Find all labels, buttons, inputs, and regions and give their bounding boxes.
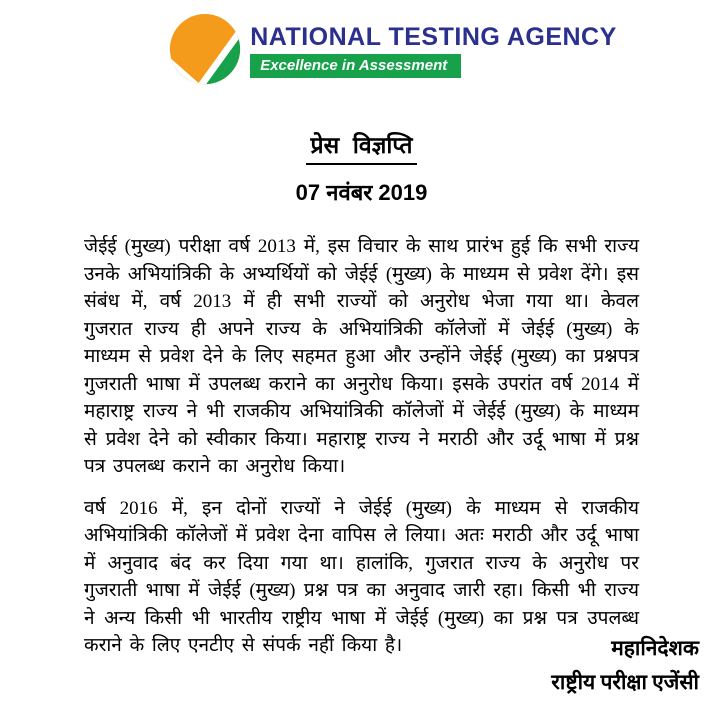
signature-designation: महानिदेशक [611, 636, 699, 660]
signature-organization: राष्ट्रीय परीक्षा एजेंसी [551, 670, 699, 694]
org-tagline: Excellence in Assessment [250, 54, 461, 78]
org-name: NATIONAL TESTING AGENCY [250, 22, 617, 51]
nta-checkmark-icon [166, 12, 244, 90]
nta-logo-text [250, 24, 617, 79]
nta-logo [60, 0, 723, 90]
document-body [0, 233, 723, 660]
document-date: 07 नवंबर 2019 [295, 180, 428, 205]
paragraph-1: जेईई (मुख्य) परीक्षा वर्ष 2013 में, इस विचार के साथ प्रारंभ हुई कि सभी राज्य उनके अभियांत्रिकी के अभ्यर्थियों को जेईई (मुख्य) के माध्यम से प्रवेश देंगे। इस संबंध में, वर्ष 2013 में ही सभी राज्यों को अनुरोध भेजा गया था। केवल गुजरात राज्य ही अपने राज्य के अभियांत्रिकी कॉलेजों में जेईई (मुख्य) के माध्यम से प्रवेश देने के लिए सहमत हुआ और उन्होंने जेईई (मुख्य) का प्रश्नपत्र गुजराती भाषा में उपलब्ध कराने का अनुरोध किया। इसके उपरांत वर्ष 2014 में महाराष्ट्र राज्य ने भी राजकीय अभियांत्रिकी कॉलेजों में जेईई (मुख्य) के माध्यम से प्रवेश देने को स्वीकार किया। महाराष्ट्र राज्य ने मराठी और उर्दू भाषा में प्रश्न पत्र उपलब्ध कराने का अनुरोध किया। [84, 236, 639, 477]
paragraph-2: वर्ष 2016 में, इन दोनों राज्यों ने जेईई (मुख्य) के माध्यम से राजकीय अभियांत्रिकी कॉलेजों में प्रवेश देना वापिस ले लिया। अतः मराठी और उर्दू भाषा में अनुवाद बंद कर दिया गया था। हालांकि, गुजरात राज्य के अनुरोध पर गुजराती भाषा में जेईई (मुख्य) प्रश्न पत्र का अनुवाद जारी रहा। किसी भी राज्य ने अन्य किसी भी भारतीय राष्ट्रीय भाषा में जेईई (मुख्य) का प्रश्न पत्र उपलब्ध कराने के लिए एनटीए से संपर्क नहीं किया है। [84, 497, 639, 656]
page-title: प्रेस विज्ञप्ति [306, 128, 416, 165]
signature-block [551, 631, 699, 699]
